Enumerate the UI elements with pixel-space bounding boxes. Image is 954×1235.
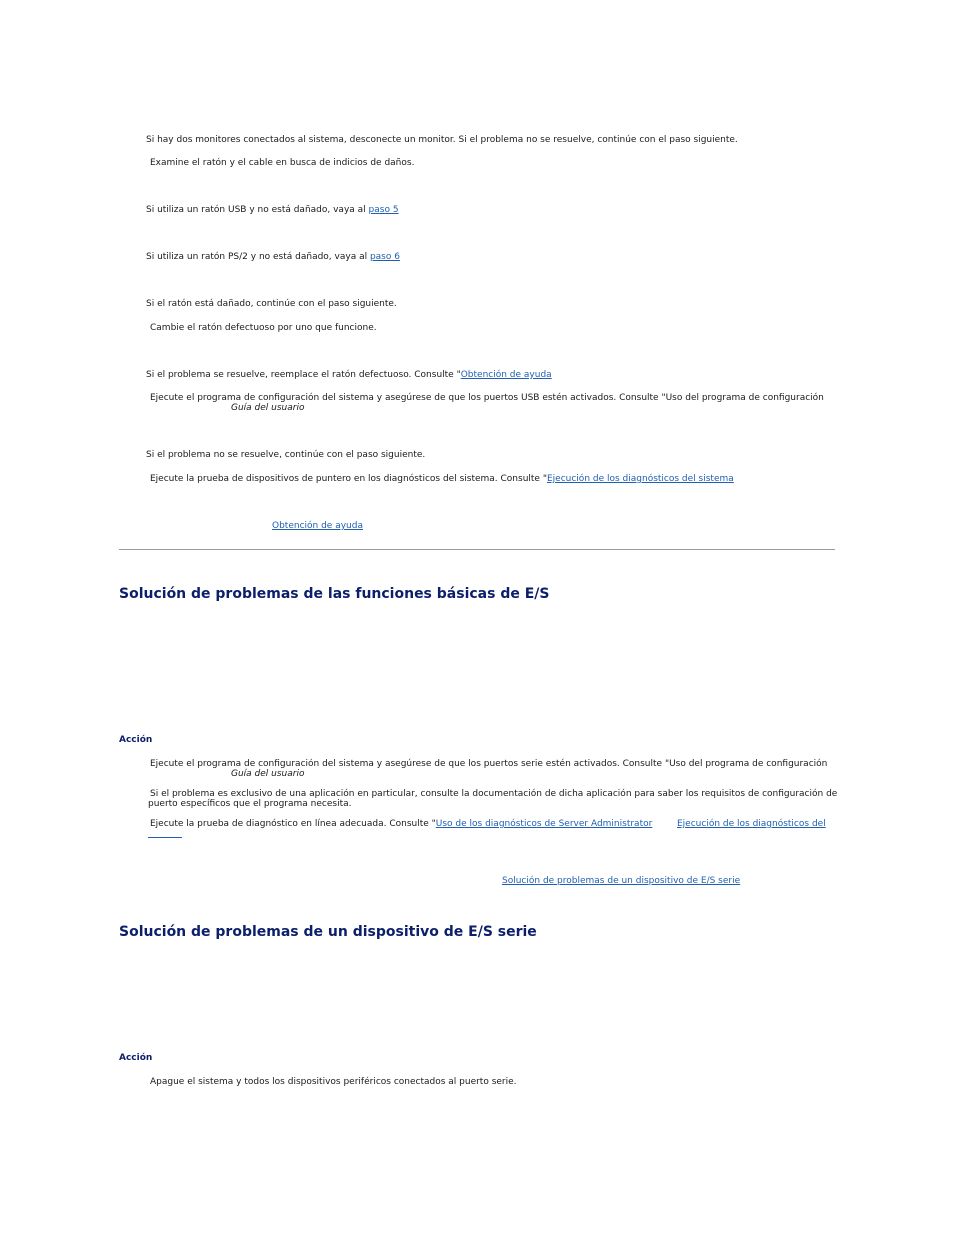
guia-del-usuario-ref: Guía del usuario (231, 403, 305, 413)
link-ejecucion-diagnosticos-2[interactable]: Ejecución de los diagnósticos del (677, 819, 826, 829)
step-text: Cambie el ratón defectuoso por uno que funcione. (150, 323, 377, 333)
step-text (677, 819, 826, 829)
action-label: Acción (119, 735, 153, 745)
step-text-span: Si utiliza un ratón USB y no está dañado, vaya al (146, 205, 369, 215)
step-text (146, 205, 399, 215)
link-serial-io-troubleshooting[interactable]: Solución de problemas de un dispositivo de E/S serie (502, 876, 741, 886)
link-obtencion-de-ayuda-2[interactable]: Obtención de ayuda (272, 521, 363, 531)
step-text: Ejecute el programa de configuración del sistema y asegúrese de que los puertos serie estén activados. Consulte "Uso del programa de configuración (150, 759, 828, 769)
step-text: Examine el ratón y el cable en busca de indicios de daños. (150, 158, 415, 168)
step-text (272, 521, 363, 531)
step-text-span: Si el problema se resuelve, reemplace el ratón defectuoso. Consulte " (146, 370, 461, 380)
link-paso-5[interactable]: paso 5 (368, 205, 399, 215)
step-text: Si el problema no se resuelve, continúe con el paso siguiente. (146, 450, 426, 460)
link-paso-6[interactable]: paso 6 (369, 252, 400, 262)
guia-del-usuario-ref: Guía del usuario (231, 769, 305, 779)
step-text-span: Ejecute la prueba de dispositivos de puntero en los diagnósticos del sistema. Consulte " (150, 474, 547, 484)
step-text (502, 876, 740, 886)
section-title-basic-io: Solución de problemas de las funciones básicas de E/S (119, 586, 550, 602)
step-text: Ejecute el programa de configuración del sistema y asegúrese de que los puertos USB estén activados. Consulte "Uso del programa de configuración (150, 393, 824, 403)
step-text (146, 252, 400, 262)
step-text: Si hay dos monitores conectados al sistema, desconecte un monitor. Si el problema no se resuelve, continúe con el paso siguiente. (146, 135, 738, 145)
step-text: Apague el sistema y todos los dispositivos periféricos conectados al puerto serie. (150, 1077, 517, 1087)
link-server-administrator-diagnostics[interactable]: Uso de los diagnósticos de Server Administrator (435, 819, 653, 829)
step-text: Si el problema es exclusivo de una aplicación en particular, consulte la documentación de dicha aplicación para saber los requisitos de configuración de (150, 789, 838, 799)
step-text-span: Ejecute la prueba de diagnóstico en línea adecuada. Consulte " (150, 819, 436, 829)
step-text-span: Si utiliza un ratón PS/2 y no está dañado, vaya al (146, 252, 370, 262)
link-ejecucion-diagnosticos[interactable]: Ejecución de los diagnósticos del sistema (546, 474, 734, 484)
step-text (150, 819, 652, 829)
step-text (146, 370, 552, 380)
link-continuation[interactable] (148, 837, 182, 838)
step-text: Si el ratón está dañado, continúe con el paso siguiente. (146, 299, 397, 309)
step-text: puerto específicos que el programa necesita. (148, 799, 352, 809)
link-obtencion-de-ayuda[interactable]: Obtención de ayuda (460, 370, 552, 380)
step-text (150, 474, 734, 484)
action-label: Acción (119, 1053, 153, 1063)
section-title-serial-io: Solución de problemas de un dispositivo de E/S serie (119, 924, 537, 940)
section-divider (119, 549, 835, 550)
